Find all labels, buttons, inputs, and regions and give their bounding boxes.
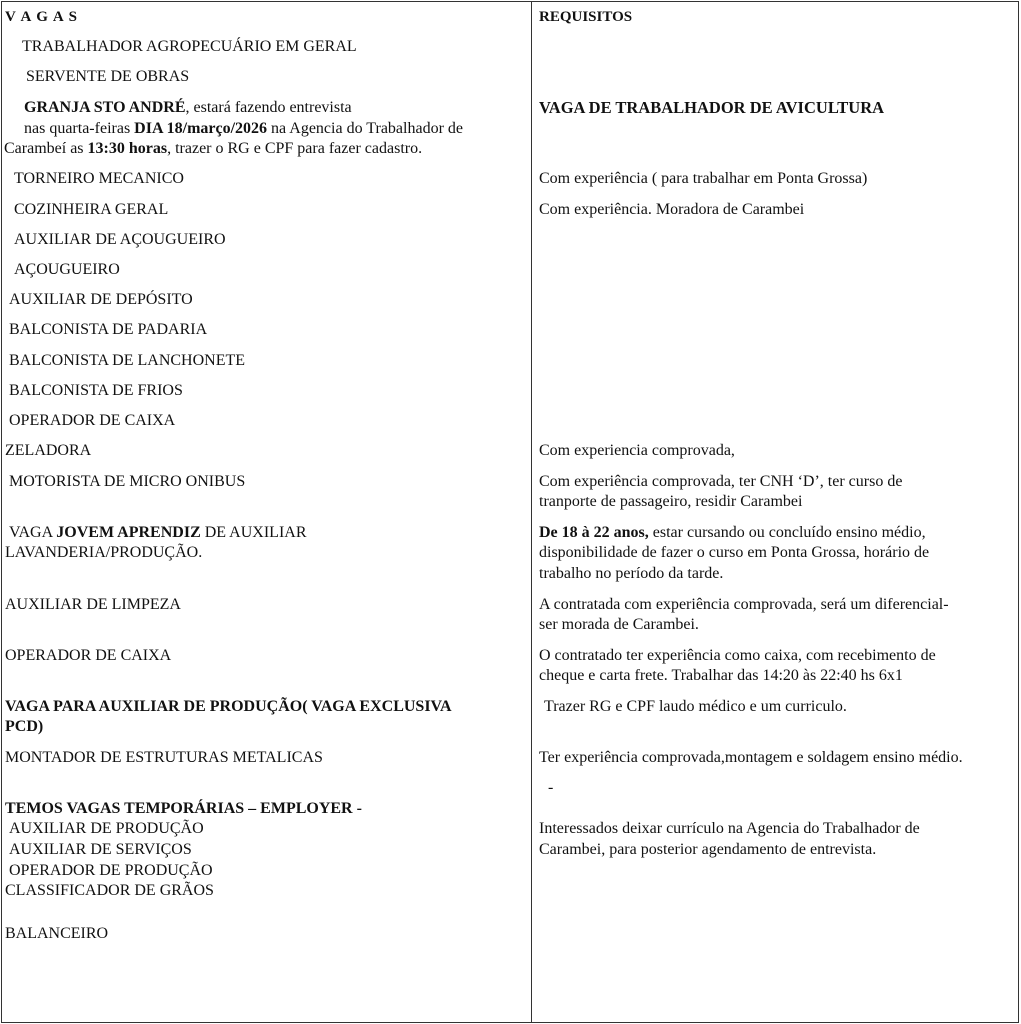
granja-line-3 xyxy=(4,139,422,159)
vaga-operador-caixa-1: OPERADOR DE CAIXA xyxy=(9,412,176,429)
granja-line-1-text: , estará fazendo entrevista xyxy=(185,99,352,116)
req-caixa-line-1: O contratado ter experiência como caixa, com recebimento de xyxy=(539,647,936,664)
req-motorista-line-2: tranporte de passageiro, residir Carambei xyxy=(539,493,803,510)
req-temporarias-line-2: Carambei, para posterior agendamento de entrevista. xyxy=(539,841,877,858)
vaga-acougueiro: AÇOUGUEIRO xyxy=(14,261,120,278)
req-jovem-line-3: trabalho no período da tarde. xyxy=(539,565,724,582)
req-jovem-line-1 xyxy=(539,523,926,543)
req-dash: - xyxy=(548,779,554,796)
vaga-balconista-padaria: BALCONISTA DE PADARIA xyxy=(9,321,208,338)
vaga-pcd-line-1: VAGA PARA AUXILIAR DE PRODUÇÃO( VAGA EXCLUSIVA xyxy=(5,698,452,715)
jovem-post: DE AUXILIAR xyxy=(200,524,307,541)
temp-auxiliar-servicos: AUXILIAR DE SERVIÇOS xyxy=(9,841,192,858)
req-temporarias-line-1: Interessados deixar currículo na Agencia do Trabalhador de xyxy=(539,820,920,837)
req-jovem-age-range: De 18 à 22 anos, xyxy=(539,524,649,541)
vaga-servente-obras: SERVENTE DE OBRAS xyxy=(26,68,190,85)
granja-line-2-post: na Agencia do Trabalhador de xyxy=(267,120,463,137)
vaga-torneiro-mecanico: TORNEIRO MECANICO xyxy=(14,170,184,187)
granja-interview-date: DIA 18/março/2026 xyxy=(134,120,268,137)
vaga-auxiliar-deposito: AUXILIAR DE DEPÓSITO xyxy=(9,291,193,308)
vaga-zeladora: ZELADORA xyxy=(5,442,92,459)
vaga-cozinheira-geral: COZINHEIRA GERAL xyxy=(14,201,169,218)
vaga-operador-caixa-2: OPERADOR DE CAIXA xyxy=(5,647,172,664)
granja-interview-time: 13:30 horas xyxy=(87,140,168,157)
req-motorista-line-1: Com experiência comprovada, ter CNH ‘D’, ter curso de xyxy=(539,473,903,490)
temporarias-heading: TEMOS VAGAS TEMPORÁRIAS – EMPLOYER - xyxy=(5,800,362,817)
temp-auxiliar-producao: AUXILIAR DE PRODUÇÃO xyxy=(9,820,204,837)
granja-line-3-pre: Carambeí as xyxy=(4,140,88,157)
vaga-pcd-line-2: PCD) xyxy=(5,718,44,735)
vaga-montador-estruturas: MONTADOR DE ESTRUTURAS METALICAS xyxy=(5,749,323,766)
req-limpeza-line-1: A contratada com experiência comprovada, será um diferencial- xyxy=(539,596,949,613)
vaga-balconista-frios: BALCONISTA DE FRIOS xyxy=(9,382,183,399)
req-caixa-line-2: cheque e carta frete. Trabalhar das 14:20 às 22:40 hs 6x1 xyxy=(539,667,903,684)
jovem-pre: VAGA xyxy=(9,524,57,541)
column-divider xyxy=(531,1,532,1023)
granja-name: GRANJA STO ANDRÉ xyxy=(24,99,186,116)
vaga-trabalhador-agropecuario: TRABALHADOR AGROPECUÁRIO EM GERAL xyxy=(22,38,357,55)
vaga-jovem-aprendiz-line-1 xyxy=(9,523,307,543)
jovem-aprendiz-label: JOVEM APRENDIZ xyxy=(56,524,201,541)
req-montador: Ter experiência comprovada,montagem e soldagem ensino médio. xyxy=(539,749,963,766)
req-limpeza-line-2: ser morada de Carambei. xyxy=(539,616,699,633)
req-pcd: Trazer RG e CPF laudo médico e um curriculo. xyxy=(544,698,847,715)
req-zeladora: Com experiencia comprovada, xyxy=(539,442,735,459)
requisitos-header: REQUISITOS xyxy=(539,9,633,25)
vaga-auxiliar-acougueiro: AUXILIAR DE AÇOUGUEIRO xyxy=(14,231,226,248)
vaga-balanceiro: BALANCEIRO xyxy=(5,925,109,942)
granja-line-2-pre: nas quarta-feiras xyxy=(24,120,135,137)
granja-line-3-post: , trazer o RG e CPF para fazer cadastro. xyxy=(167,140,423,157)
vaga-auxiliar-limpeza: AUXILIAR DE LIMPEZA xyxy=(5,596,181,613)
temp-classificador-graos: CLASSIFICADOR DE GRÃOS xyxy=(5,882,214,899)
req-jovem-line-2: disponibilidade de fazer o curso em Ponta Grossa, horário de xyxy=(539,544,930,561)
granja-line-2 xyxy=(24,119,463,139)
vaga-jovem-aprendiz-line-2: LAVANDERIA/PRODUÇÃO. xyxy=(5,544,203,561)
vagas-header: V A G A S xyxy=(5,9,78,25)
req-torneiro: Com experiência ( para trabalhar em Ponta Grossa) xyxy=(539,170,868,187)
req-cozinheira: Com experiência. Moradora de Carambei xyxy=(539,201,805,218)
req-avicultura: VAGA DE TRABALHADOR DE AVICULTURA xyxy=(539,98,885,117)
temp-operador-producao: OPERADOR DE PRODUÇÃO xyxy=(9,862,213,879)
granja-line-1 xyxy=(24,98,352,118)
vaga-motorista-micro-onibus: MOTORISTA DE MICRO ONIBUS xyxy=(9,473,246,490)
vaga-balconista-lanchonete: BALCONISTA DE LANCHONETE xyxy=(9,352,246,369)
req-jovem-line-1-text: estar cursando ou concluído ensino médio, xyxy=(648,524,926,541)
